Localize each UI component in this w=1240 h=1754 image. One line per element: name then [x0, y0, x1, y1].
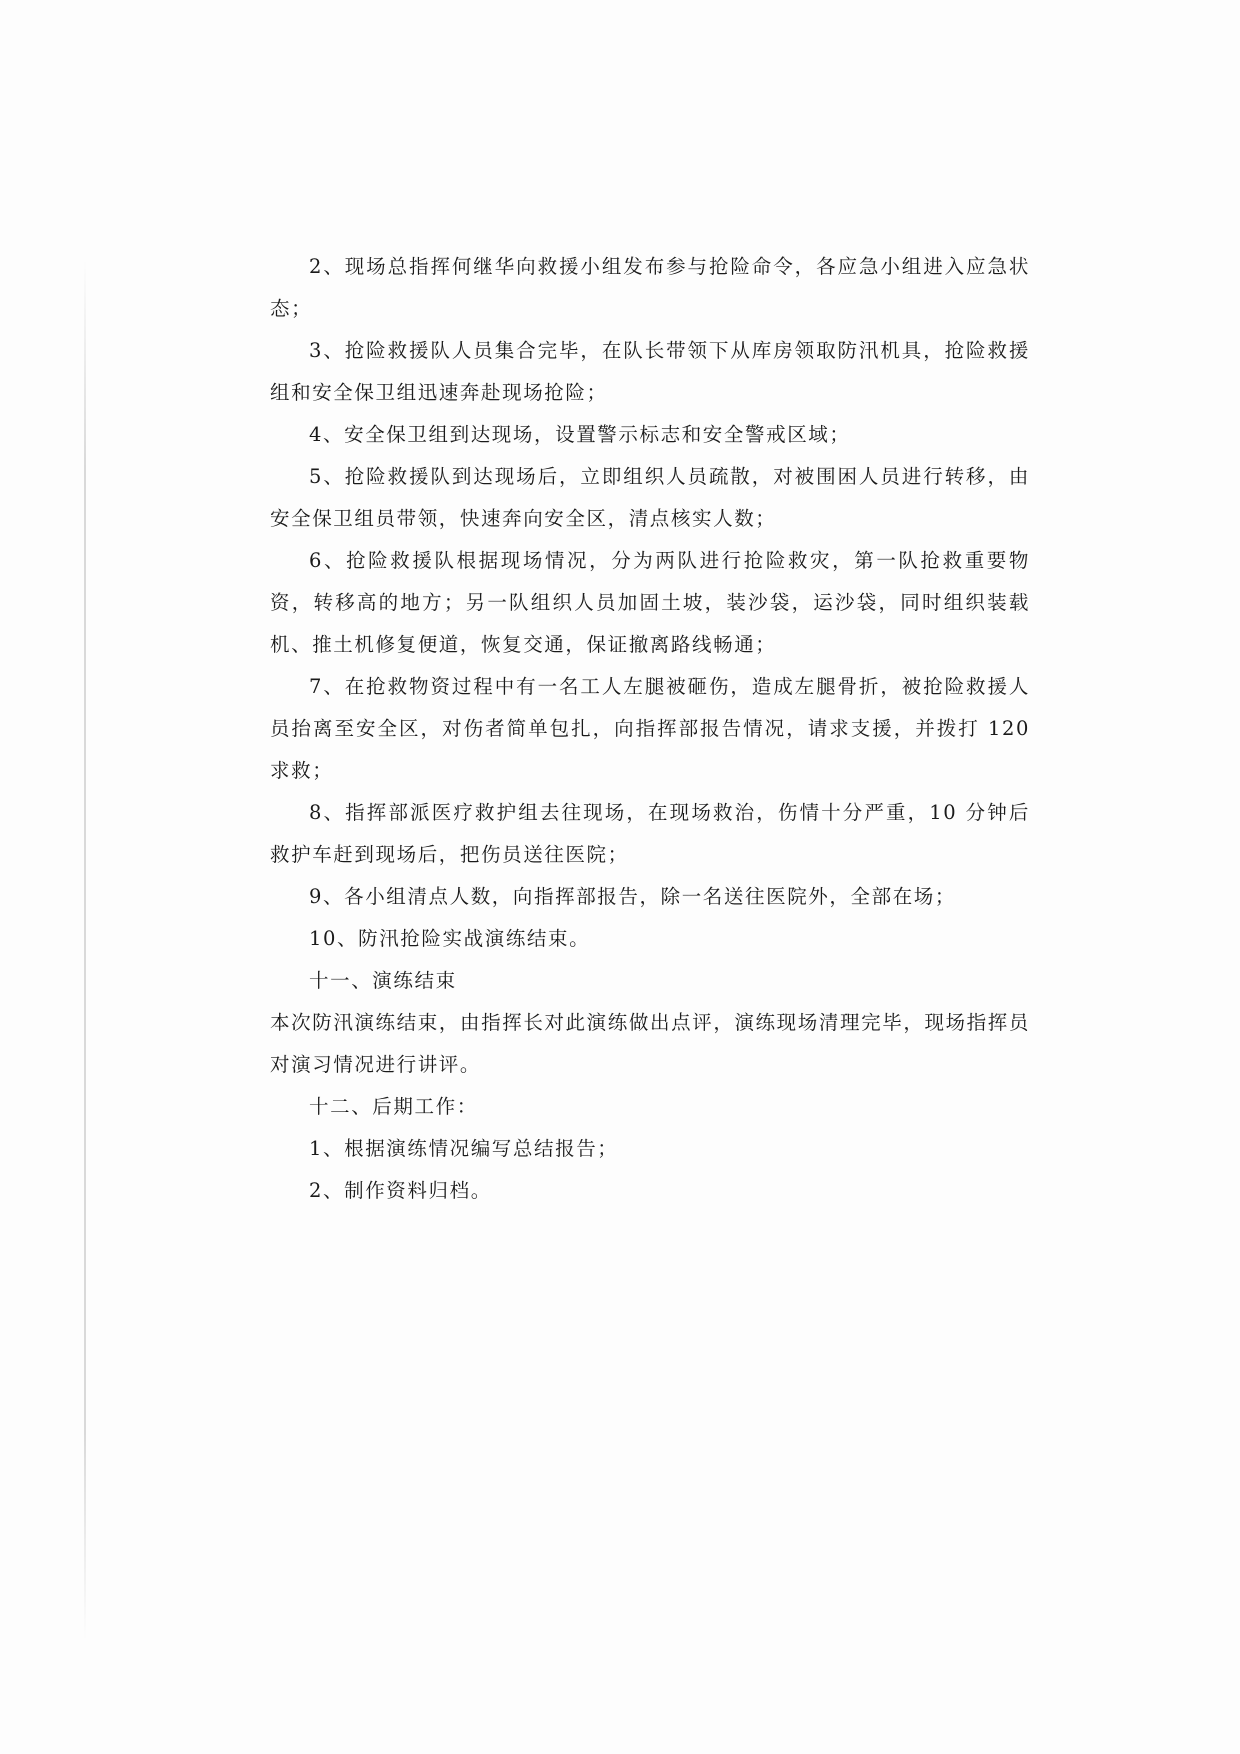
step-4-paragraph: 4、安全保卫组到达现场，设置警示标志和安全警戒区域；: [309, 423, 851, 446]
step-3-paragraph: 3、抢险救援队人员集合完毕，在队长带领下从库房领取防汛机具，抢险救援组和安全保卫组迅速奔赴现场抢险；: [270, 339, 1030, 404]
section-11-heading: 十一、演练结束: [309, 969, 457, 992]
section-12-item-2: 2、制作资料归档。: [309, 1179, 492, 1202]
step-6-paragraph: 6、抢险救援队根据现场情况，分为两队进行抢险救灾，第一队抢救重要物资，转移高的地方；另一队组织人员加固土坡，装沙袋，运沙袋，同时组织装载机、推土机修复便道，恢复交通，保证撤离路线畅通；: [270, 549, 1030, 656]
document-body: [270, 246, 1030, 1212]
step-8-paragraph: 8、指挥部派医疗救护组去往现场，在现场救治，伤情十分严重，10 分钟后救护车赶到现场后，把伤员送往医院；: [270, 801, 1030, 866]
step-2-paragraph: 2、现场总指挥何继华向救援小组发布参与抢险命令，各应急小组进入应急状态；: [270, 255, 1030, 320]
step-7-paragraph: 7、在抢救物资过程中有一名工人左腿被砸伤，造成左腿骨折，被抢险救援人员抬离至安全区，对伤者简单包扎，向指挥部报告情况，请求支援，并拨打 120 求救；: [270, 675, 1030, 782]
section-12-heading: 十二、后期工作：: [309, 1095, 478, 1118]
step-9-paragraph: 9、各小组清点人数，向指挥部报告，除一名送往医院外，全部在场；: [309, 885, 957, 908]
step-10-paragraph: 10、防汛抢险实战演练结束。: [309, 927, 591, 950]
step-5-paragraph: 5、抢险救援队到达现场后，立即组织人员疏散，对被围困人员进行转移，由安全保卫组员带领，快速奔向安全区，清点核实人数；: [270, 465, 1030, 530]
section-11-body: 本次防汛演练结束，由指挥长对此演练做出点评，演练现场清理完毕，现场指挥员对演习情况进行讲评。: [270, 1011, 1030, 1076]
section-12-item-1: 1、根据演练情况编写总结报告；: [309, 1137, 619, 1160]
scan-edge-shadow: [84, 260, 86, 1640]
